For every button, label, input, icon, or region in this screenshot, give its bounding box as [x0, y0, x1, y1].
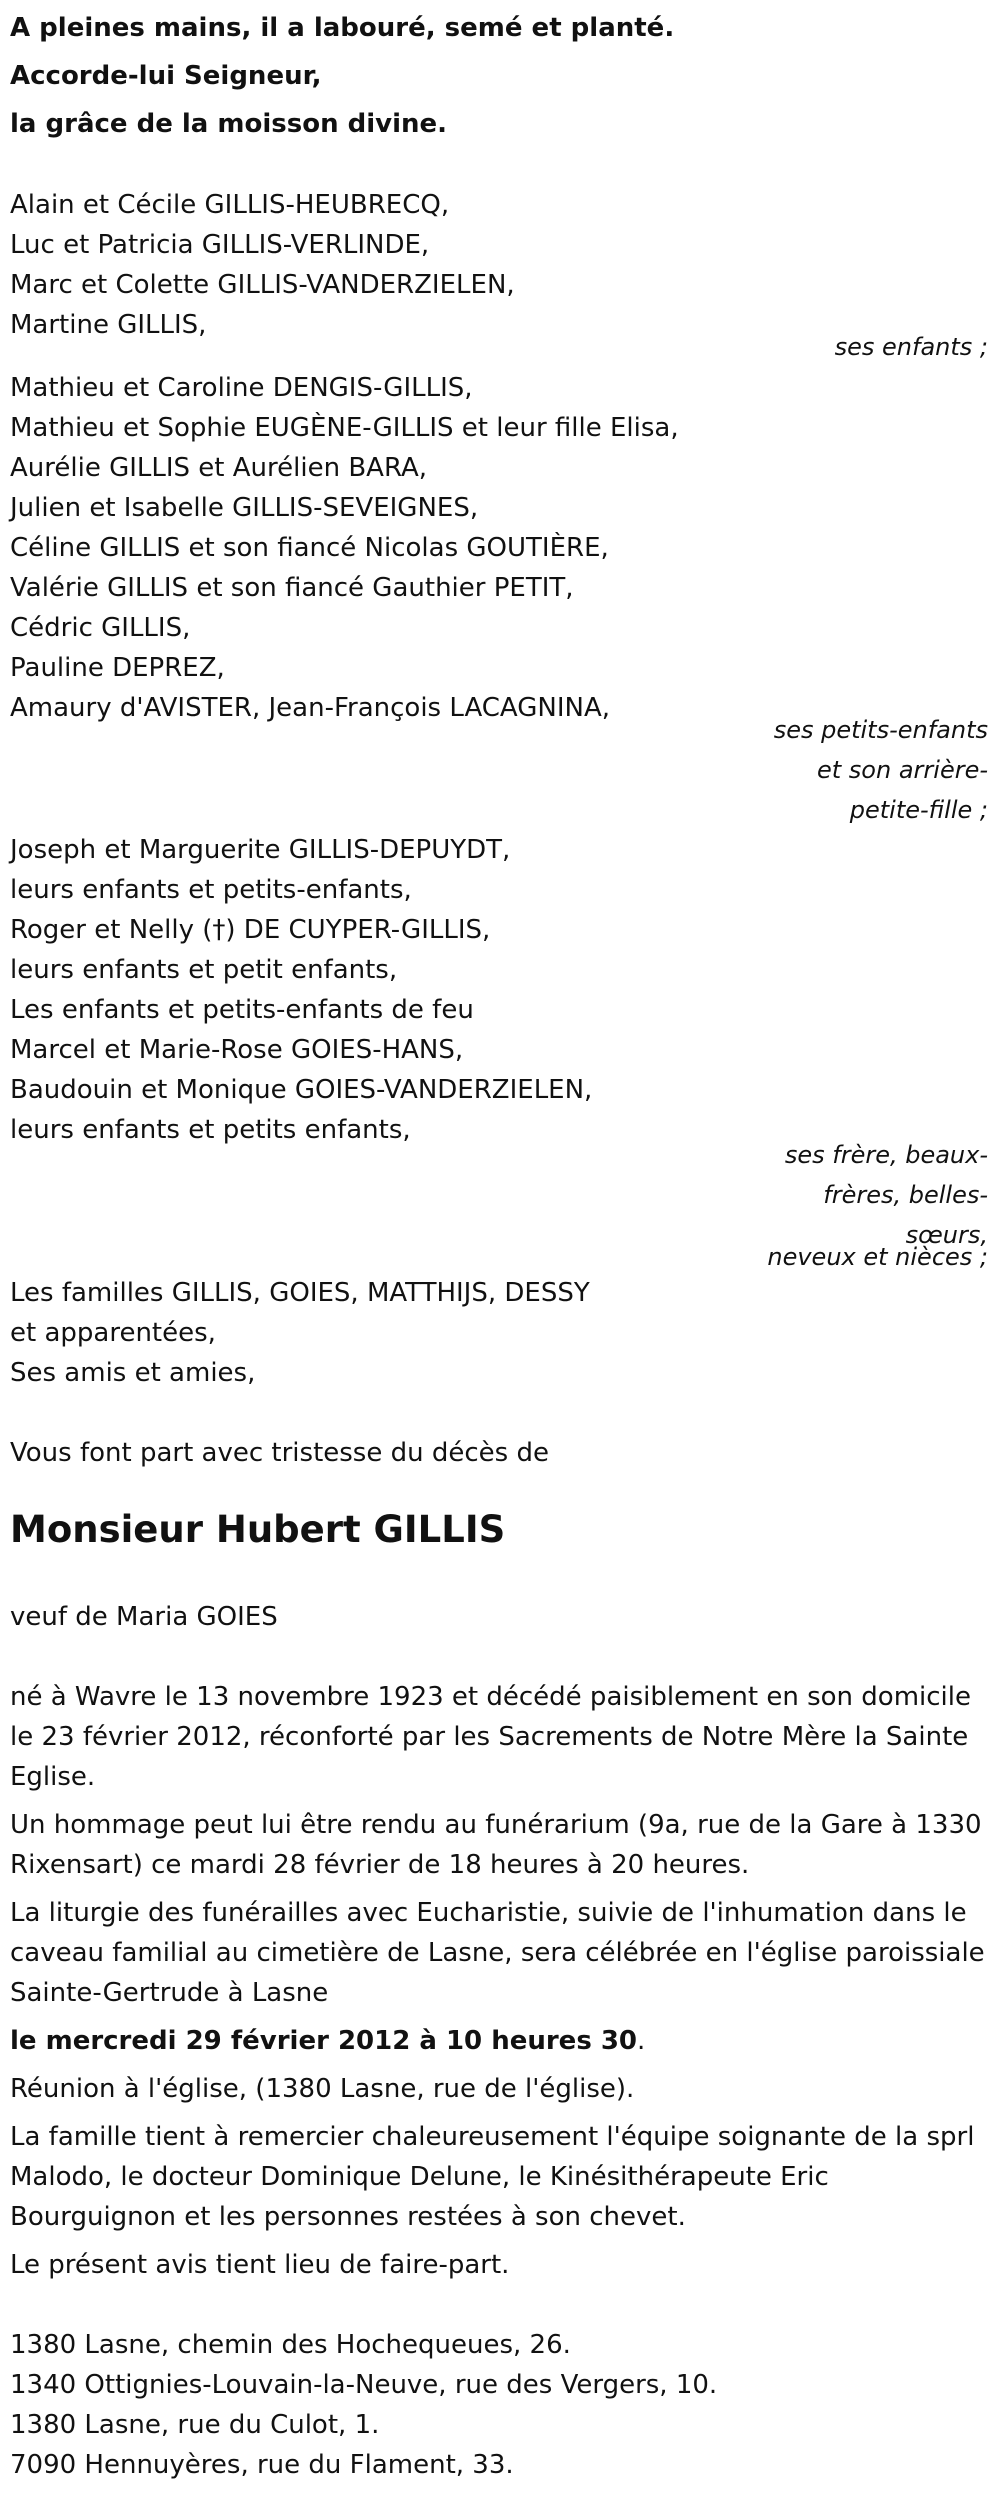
- address-line: 1380 Lasne, rue du Culot, 1.: [10, 2410, 380, 2440]
- birth-death-paragraph: né à Wavre le 13 novembre 1923 et décédé paisiblement en son domicile le 23 février 2012, réconforté par les Sacrements de Notre Mère la Sainte Eglise.: [10, 1682, 971, 1792]
- funeral-date-end: .: [637, 2026, 646, 2056]
- verse-line-1: A pleines mains, il a labouré, semé et planté.: [10, 13, 675, 43]
- notice-line: Le présent avis tient lieu de faire-part.: [10, 2250, 510, 2280]
- siblings-name: leurs enfants et petits enfants,: [10, 1115, 411, 1145]
- children-name: Marc et Colette GILLIS-VANDERZIELEN,: [10, 270, 515, 300]
- reunion-line: Réunion à l'église, (1380 Lasne, rue de l'église).: [10, 2074, 635, 2104]
- hommage-paragraph: Un hommage peut lui être rendu au funérarium (9a, rue de la Gare à 1330 Rixensart) ce mardi 28 février de 18 heures à 20 heures.: [10, 1810, 982, 1880]
- grandchildren-name: Céline GILLIS et son fiancé Nicolas GOUTIÈRE,: [10, 533, 609, 563]
- thanks-paragraph: La famille tient à remercier chaleureusement l'équipe soignante de la sprl Malodo, le docteur Dominique Delune, le Kinésithérapeute Eric Bourguignon et les personnes restées à son chevet.: [10, 2122, 975, 2232]
- funeral-date-text: le mercredi 29 février 2012 à 10 heures 30: [10, 2026, 638, 2056]
- siblings-name: leurs enfants et petits-enfants,: [10, 875, 412, 905]
- liturgy-paragraph: La liturgie des funérailles avec Eucharistie, suivie de l'inhumation dans le caveau familial au cimetière de Lasne, sera célébrée en l'église paroissiale Sainte-Gertrude à Lasne: [10, 1898, 985, 2008]
- address-line: 7090 Hennuyères, rue du Flament, 33.: [10, 2450, 514, 2480]
- siblings-relation-line-4: neveux et nièces ;: [767, 1243, 988, 1271]
- children-name: Martine GILLIS,: [10, 310, 207, 340]
- grandchildren-name: Pauline DEPREZ,: [10, 653, 225, 683]
- grandchildren-relation-line-3: petite-fille ;: [849, 796, 988, 824]
- siblings-name: Baudouin et Monique GOIES-VANDERZIELEN,: [10, 1075, 593, 1105]
- siblings-relation-line-2: frères, belles-: [823, 1181, 988, 1209]
- grandchildren-relation-line-2: et son arrière-: [817, 756, 988, 784]
- grandchildren-name: Cédric GILLIS,: [10, 613, 191, 643]
- grandchildren-name: Amaury d'AVISTER, Jean-François LACAGNINA,: [10, 693, 611, 723]
- grandchildren-relation-line-1: ses petits-enfants: [773, 716, 988, 744]
- address-line: 1380 Lasne, chemin des Hochequeues, 26.: [10, 2330, 571, 2360]
- children-name: Alain et Cécile GILLIS-HEUBRECQ,: [10, 190, 450, 220]
- deceased-name: Monsieur Hubert GILLIS: [10, 1508, 506, 1551]
- families-line: Les familles GILLIS, GOIES, MATTHIJS, DESSY: [10, 1278, 590, 1308]
- grandchildren-name: Mathieu et Sophie EUGÈNE-GILLIS et leur fille Elisa,: [10, 413, 679, 443]
- grandchildren-name: Valérie GILLIS et son fiancé Gauthier PETIT,: [10, 573, 574, 603]
- address-line: 1340 Ottignies-Louvain-la-Neuve, rue des Vergers, 10.: [10, 2370, 718, 2400]
- siblings-name: Joseph et Marguerite GILLIS-DEPUYDT,: [10, 835, 511, 865]
- siblings-relation-line-3: sœurs,: [905, 1221, 988, 1249]
- families-line: et apparentées,: [10, 1318, 216, 1348]
- families-line: Ses amis et amies,: [10, 1358, 256, 1388]
- funeral-date: [10, 2021, 645, 2061]
- grandchildren-name: Aurélie GILLIS et Aurélien BARA,: [10, 453, 428, 483]
- grandchildren-name: Julien et Isabelle GILLIS-SEVEIGNES,: [10, 493, 479, 523]
- children-name: Luc et Patricia GILLIS-VERLINDE,: [10, 230, 430, 260]
- widower-line: veuf de Maria GOIES: [10, 1602, 278, 1632]
- siblings-name: leurs enfants et petit enfants,: [10, 955, 398, 985]
- children-relation: ses enfants ;: [834, 333, 988, 361]
- verse-line-2: Accorde-lui Seigneur,: [10, 61, 322, 91]
- grandchildren-name: Mathieu et Caroline DENGIS-GILLIS,: [10, 373, 473, 403]
- siblings-name: Les enfants et petits-enfants de feu: [10, 995, 474, 1025]
- verse-line-3: la grâce de la moisson divine.: [10, 109, 448, 139]
- siblings-name: Marcel et Marie-Rose GOIES-HANS,: [10, 1035, 464, 1065]
- siblings-relation-line-1: ses frère, beaux-: [784, 1141, 988, 1169]
- siblings-name: Roger et Nelly (†) DE CUYPER-GILLIS,: [10, 915, 491, 945]
- announcement: Vous font part avec tristesse du décès de: [10, 1438, 549, 1468]
